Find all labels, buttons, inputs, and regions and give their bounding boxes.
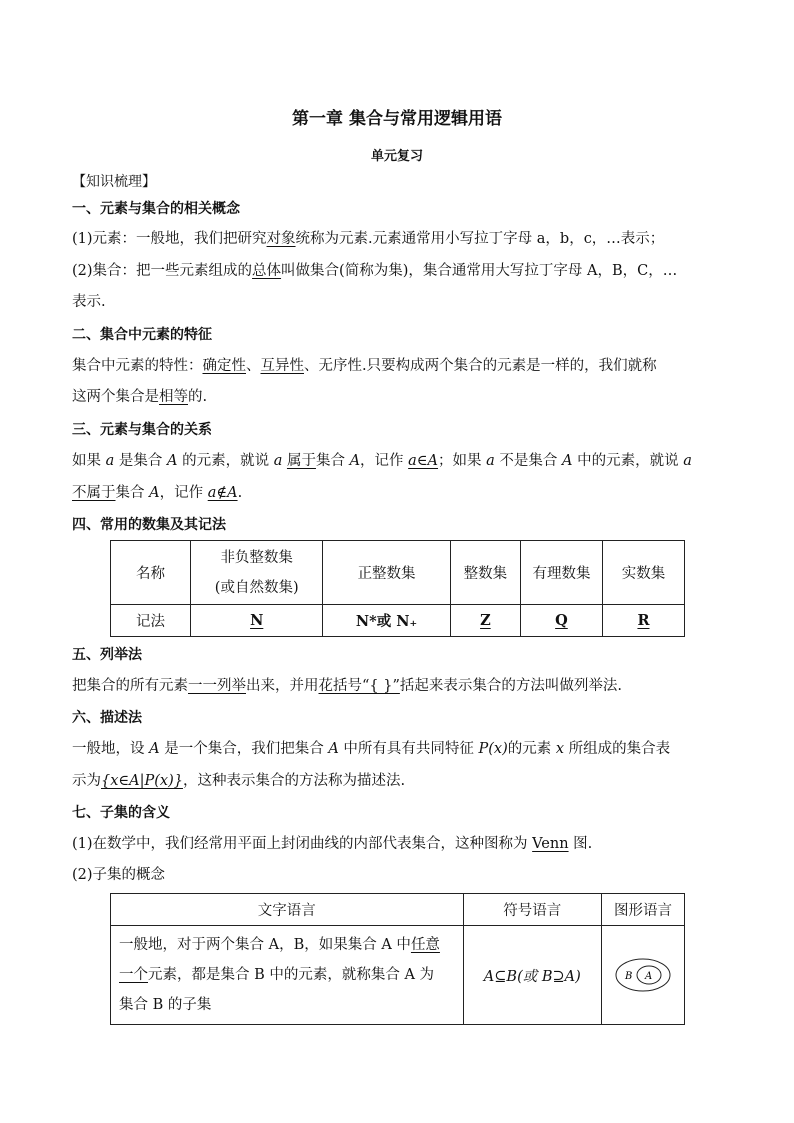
underlined-term: 确定性 bbox=[202, 358, 246, 374]
text: 的元素 bbox=[507, 741, 556, 757]
cell-line: 非负整数集 bbox=[220, 549, 293, 566]
text: ，这种表示集合的方法称为描述法. bbox=[182, 773, 406, 789]
math-var: x bbox=[555, 741, 565, 757]
math-var: A bbox=[562, 453, 573, 469]
table-cell bbox=[111, 926, 464, 1025]
math-expression: a∉A bbox=[207, 485, 238, 501]
table-cell bbox=[191, 541, 323, 605]
underlined-term: Venn bbox=[532, 836, 569, 852]
text: 示为 bbox=[72, 773, 101, 789]
table-row bbox=[111, 926, 685, 1025]
math-expression: a∈A bbox=[408, 453, 439, 469]
table-cell: 实数集 bbox=[602, 541, 684, 605]
section-7-line-1 bbox=[72, 834, 592, 854]
math-expression: P(x) bbox=[478, 741, 508, 757]
section-2-heading: 二、集合中元素的特征 bbox=[72, 327, 212, 343]
text: 是一个集合，我们把集合 bbox=[159, 741, 329, 757]
text: 一般地，设 bbox=[72, 741, 150, 757]
table-header-row bbox=[111, 541, 685, 605]
text: 出来，并用 bbox=[246, 678, 319, 694]
underlined-term: 总体 bbox=[252, 263, 282, 279]
text: 这两个集合是 bbox=[72, 389, 159, 405]
text: 一般地，对于两个集合 A，B，如果集合 A 中 bbox=[119, 937, 411, 953]
table-cell: N*或 N₊ bbox=[323, 605, 450, 637]
section-7-line-2: (2)子集的概念 bbox=[72, 867, 166, 883]
math-var: a bbox=[486, 453, 495, 469]
math-var: a bbox=[273, 453, 283, 469]
section-7-heading: 七、子集的含义 bbox=[72, 805, 170, 821]
underlined-term: 对象 bbox=[266, 231, 296, 247]
text: 的. bbox=[188, 389, 208, 405]
text: 图. bbox=[568, 836, 593, 852]
table-cell: 整数集 bbox=[450, 541, 520, 605]
text: 集合中元素的特性： bbox=[72, 358, 203, 374]
underlined-term: 花括号“{ }” bbox=[318, 678, 400, 694]
table-cell: Q bbox=[520, 605, 602, 637]
text: 集合 bbox=[115, 485, 150, 501]
table-cell: Z bbox=[450, 605, 520, 637]
math-var: a bbox=[105, 453, 115, 469]
section-2-line-2 bbox=[72, 387, 207, 407]
text: 、 bbox=[246, 358, 261, 374]
section-1-line-2 bbox=[72, 261, 677, 281]
text: ，记作 bbox=[159, 485, 208, 501]
table-cell: A⊆B(或 B⊇A) bbox=[463, 926, 602, 1025]
underlined-term: 相等 bbox=[159, 389, 188, 405]
text: 、无序性.只要构成两个集合的元素是一样的，我们就称 bbox=[304, 358, 657, 374]
text: 的元素，就说 bbox=[177, 453, 274, 469]
table-cell: 符号语言 bbox=[463, 894, 602, 926]
underlined-term: 任意 bbox=[410, 937, 440, 953]
venn-outer-label: B bbox=[625, 971, 633, 982]
section-subtitle: 单元复习 bbox=[370, 149, 423, 164]
text: . bbox=[237, 485, 243, 501]
chapter-title: 第一章 集合与常用逻辑用语 bbox=[292, 109, 502, 129]
section-3-line-2 bbox=[72, 483, 242, 503]
section-5-heading: 五、列举法 bbox=[72, 647, 142, 663]
text: 中所有具有共同特征 bbox=[338, 741, 479, 757]
table-cell bbox=[602, 926, 685, 1025]
table-cell: N bbox=[191, 605, 323, 637]
subset-table bbox=[110, 893, 685, 1025]
text: (2)集合：把一些元素组成的 bbox=[72, 263, 253, 279]
venn-diagram bbox=[613, 955, 673, 995]
text: 统称为元素.元素通常用小写拉丁字母 a，b，c，…表示； bbox=[295, 231, 665, 247]
text: 集合 bbox=[315, 453, 350, 469]
math-var: A bbox=[149, 741, 160, 757]
table-cell: 图形语言 bbox=[602, 894, 685, 926]
text: 元素，都是集合 B 中的元素，就称集合 A 为 bbox=[148, 967, 435, 983]
table-header-row bbox=[111, 894, 685, 926]
section-1-line-3: 表示. bbox=[72, 294, 106, 310]
cell-line: 集合 B 的子集 bbox=[119, 997, 212, 1013]
number-sets-table bbox=[110, 540, 685, 637]
text: 叫做集合(简称为集)，集合通常用大写拉丁字母 A，B，C，… bbox=[281, 263, 678, 279]
text: 是集合 bbox=[114, 453, 167, 469]
section-1-line-1 bbox=[72, 229, 664, 249]
cell-line: (或自然数集) bbox=[214, 579, 299, 596]
underlined-term: 互异性 bbox=[260, 358, 304, 374]
cell-line bbox=[119, 930, 455, 960]
section-6-line-1 bbox=[72, 739, 670, 759]
section-6-line-2 bbox=[72, 771, 405, 791]
section-5-line-1 bbox=[72, 676, 622, 696]
underlined-term: 一一列举 bbox=[188, 678, 246, 694]
underlined-term: 不属于 bbox=[72, 485, 116, 501]
text: ，记作 bbox=[360, 453, 409, 469]
math-var: A bbox=[349, 453, 361, 469]
underlined-term: 一个 bbox=[119, 967, 148, 983]
text: (1)元素：一般地，我们把研究 bbox=[72, 231, 267, 247]
section-3-line-1 bbox=[72, 451, 692, 471]
table-row bbox=[111, 605, 685, 637]
math-var: A bbox=[166, 453, 178, 469]
text: 所组成的集合表 bbox=[564, 741, 671, 757]
text: ；如果 bbox=[438, 453, 487, 469]
math-var: a bbox=[683, 453, 692, 469]
underlined-term: 属于 bbox=[286, 453, 316, 469]
table-cell: 名称 bbox=[111, 541, 191, 605]
text: 括起来表示集合的方法叫做列举法. bbox=[399, 678, 622, 694]
cell-line bbox=[119, 960, 455, 990]
section-2-line-1 bbox=[72, 356, 657, 376]
table-cell: 正整数集 bbox=[323, 541, 450, 605]
section-3-heading: 三、元素与集合的关系 bbox=[72, 422, 212, 438]
table-cell: 记法 bbox=[111, 605, 191, 637]
section-1-heading: 一、元素与集合的相关概念 bbox=[72, 201, 240, 217]
text: 中的元素，就说 bbox=[572, 453, 684, 469]
table-cell: R bbox=[602, 605, 684, 637]
knowledge-label: 【知识梳理】 bbox=[72, 174, 156, 190]
section-6-heading: 六、描述法 bbox=[72, 710, 142, 726]
table-cell: 文字语言 bbox=[111, 894, 464, 926]
text: 不是集合 bbox=[494, 453, 562, 469]
math-expression: {x∈A|P(x)} bbox=[101, 773, 183, 789]
table-cell: 有理数集 bbox=[520, 541, 602, 605]
section-4-heading: 四、常用的数集及其记法 bbox=[72, 517, 226, 533]
venn-inner-label: A bbox=[645, 971, 653, 982]
math-var: A bbox=[149, 485, 160, 501]
math-var: A bbox=[328, 741, 339, 757]
text: 如果 bbox=[72, 453, 106, 469]
text: 把集合的所有元素 bbox=[72, 678, 188, 694]
text: (1)在数学中，我们经常用平面上封闭曲线的内部代表集合，这种图称为 bbox=[72, 836, 533, 852]
